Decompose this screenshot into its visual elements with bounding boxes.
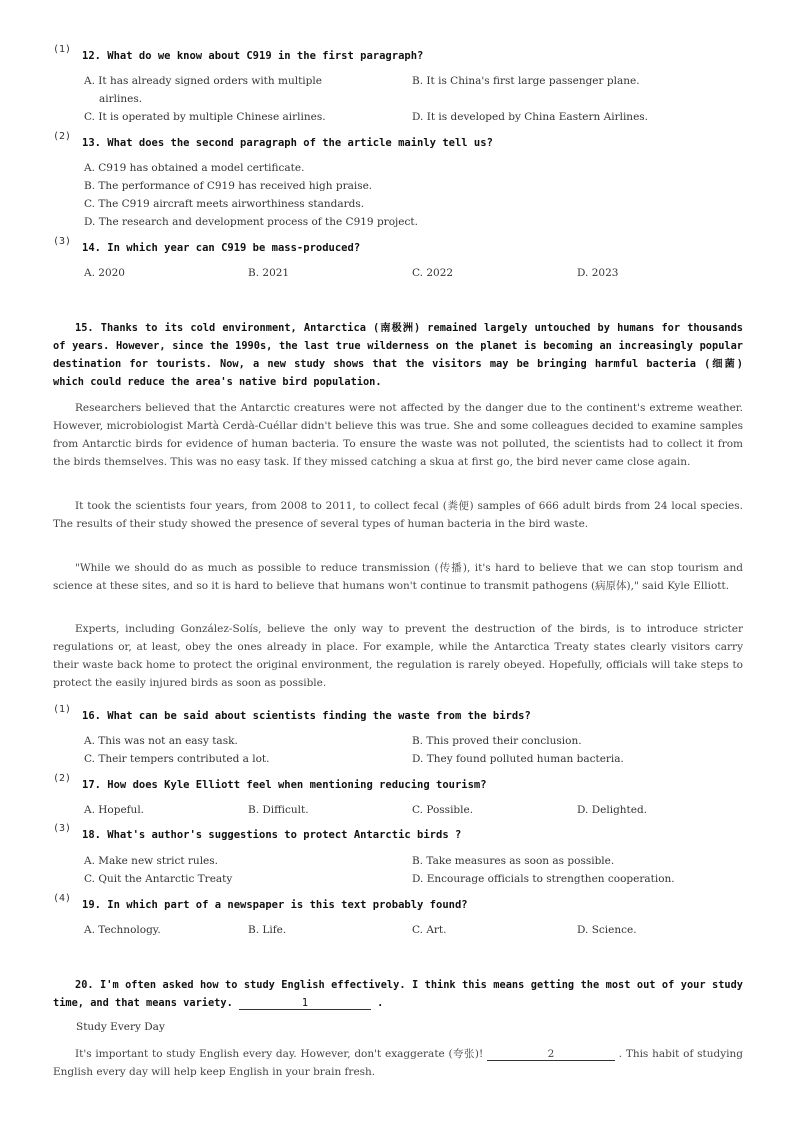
question-stem: 13. What does the second paragraph of the article mainly tell us? [82,137,493,149]
option-c[interactable]: C. Their tempers contributed a lot. [84,753,270,765]
option-b[interactable]: B. It is China's first large passenger plane. [412,75,640,87]
question-number: (3) [53,236,72,247]
passage-20-intro: 20. I'm often asked how to study English effectively. I think this means getting the most out of your study time, and that means variety. 1 . [53,979,743,1009]
passage-15-paragraph-1: Researchers believed that the Antarctic creatures were not affected by the danger due to the continent's extreme weather. However, microbiologist Martà Cerdà-Cuéllar didn't believe this was true. She and some colleagues decided to examine samples from Antarctic birds for evidence of human bacteria. To ensure the waste was not polluted, the scientists had to collect it from the birds themselves. This was no easy task. If they missed catching a skua at first go, the bird never came close again. [53,402,743,468]
option-a[interactable]: A. Make new strict rules. [84,855,218,867]
option-a[interactable]: A. Technology. [84,924,161,936]
passage-20-paragraph-1-text: It's important to study English every day. However, don't exaggerate (夸张)! [75,1048,484,1060]
question-number: (3) [53,823,72,834]
option-b[interactable]: B. Take measures as soon as possible. [412,855,615,867]
question-number: (2) [53,131,72,142]
passage-15-paragraph-3: "While we should do as much as possible to reduce transmission (传播), it's hard to believe that we can stop tourism and science at these sites, and so it is hard to believe that humans won't continue to transmit pathogens (病原体)," said Kyle Elliott. [53,562,743,592]
option-c[interactable]: C. It is operated by multiple Chinese airlines. [84,111,326,123]
option-b[interactable]: B. Life. [248,924,287,936]
option-a-continued: airlines. [99,93,143,105]
option-c[interactable]: C. Art. [412,924,447,936]
option-c[interactable]: C. Quit the Antarctic Treaty [84,873,233,885]
option-a[interactable]: A. It has already signed orders with multiple [84,75,322,87]
option-b[interactable]: B. The performance of C919 has received high praise. [84,180,373,192]
option-b[interactable]: B. This proved their conclusion. [412,735,582,747]
passage-15-intro: 15. Thanks to its cold environment, Antarctica (南极洲) remained largely untouched by humans for thousands of years. However, since the 1990s, the last true wilderness on the planet is becoming an increasingly popular destination for tourists. Now, a new study shows that the visitors may be bringing harmful bacteria (细菌) which could reduce the area's native bird population. [53,322,743,388]
question-number: (1) [53,44,72,55]
option-b[interactable]: B. Difficult. [248,804,309,816]
option-d[interactable]: D. 2023 [577,267,619,279]
blank-1[interactable]: 1 [239,997,371,1010]
passage-15-paragraph-4: Experts, including González-Solís, believe the only way to prevent the destruction of the birds, is to introduce stricter regulations or, at least, obey the ones already in place. For example, while the Antarctica Treaty states clearly visitors carry their waste back home to protect the original environment, the regulation is rarely obeyed. Hopefully, officials will take steps to protect the easily injured birds as soon as possible. [53,623,743,689]
question-number: (2) [53,773,72,784]
question-number: (1) [53,704,72,715]
passage-20-paragraph-1-tail: . This habit of studying English every day will help keep English in your brain fresh. [53,1048,743,1078]
option-d[interactable]: D. It is developed by China Eastern Airlines. [412,111,649,123]
option-d[interactable]: D. They found polluted human bacteria. [412,753,624,765]
option-a[interactable]: A. This was not an easy task. [84,735,238,747]
question-stem: 16. What can be said about scientists finding the waste from the birds? [82,710,531,722]
option-d[interactable]: D. The research and development process of the C919 project. [84,216,418,228]
blank-2[interactable]: 2 [487,1048,615,1061]
option-d[interactable]: D. Encourage officials to strengthen cooperation. [412,873,675,885]
question-stem: 19. In which part of a newspaper is this text probably found? [82,899,468,911]
option-d[interactable]: D. Science. [577,924,637,936]
question-stem: 14. In which year can C919 be mass-produced? [82,242,361,254]
option-c[interactable]: C. Possible. [412,804,474,816]
option-a[interactable]: A. Hopeful. [84,804,145,816]
question-number: (4) [53,893,72,904]
question-stem: 12. What do we know about C919 in the first paragraph? [82,50,424,62]
passage-15-paragraph-2: It took the scientists four years, from 2008 to 2011, to collect fecal (粪便) samples of 666 adult birds from 24 local species. The results of their study showed the presence of several types of human bacteria in the bird waste. [53,500,743,530]
option-c[interactable]: C. 2022 [412,267,454,279]
option-b[interactable]: B. 2021 [248,267,290,279]
option-a[interactable]: A. 2020 [84,267,125,279]
passage-20-intro-text: 20. I'm often asked how to study English effectively. I think this means getting the most out of your study time, and that means variety. [53,979,743,1009]
option-d[interactable]: D. Delighted. [577,804,648,816]
option-c[interactable]: C. The C919 aircraft meets airworthiness standards. [84,198,365,210]
question-stem: 17. How does Kyle Elliott feel when mentioning reducing tourism? [82,779,487,791]
passage-20-paragraph-1 [53,1045,743,1081]
option-a[interactable]: A. C919 has obtained a model certificate. [84,162,305,174]
section-heading: Study Every Day [76,1021,165,1033]
question-stem: 18. What's author's suggestions to protect Antarctic birds ? [82,829,462,841]
